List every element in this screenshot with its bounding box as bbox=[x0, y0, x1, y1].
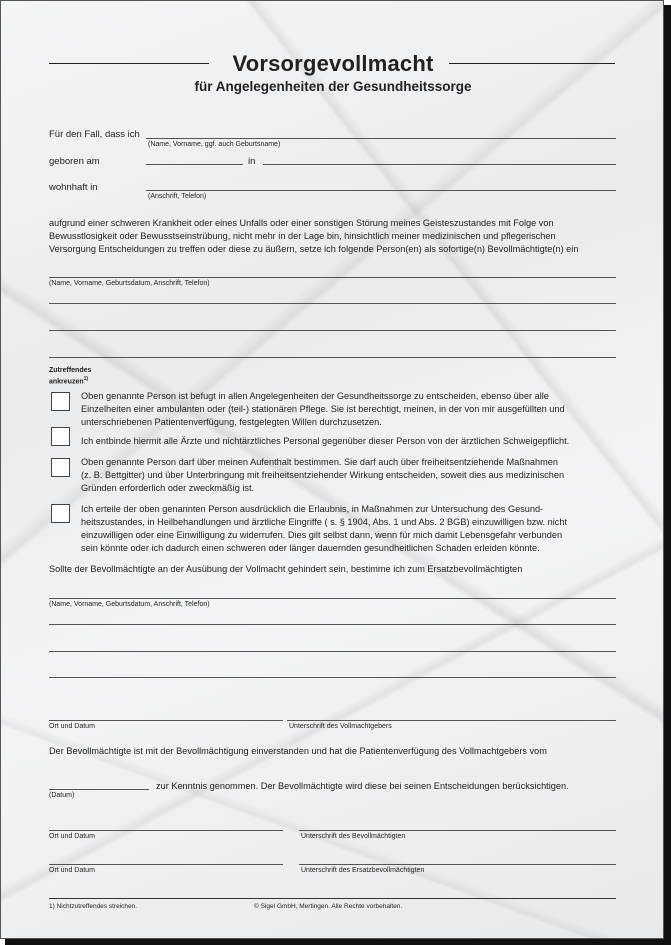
options-heading-line bbox=[49, 375, 91, 386]
substitute-place-date-field[interactable] bbox=[49, 864, 283, 865]
principal-signature-label: Unterschrift des Vollmachtgebers bbox=[289, 723, 392, 730]
option-text-confidentiality bbox=[81, 435, 616, 448]
options-heading bbox=[49, 367, 91, 386]
option-line: Oben genannte Person darf über meinen Aufenthalt bestimmen. Sie darf auch über freiheitsentziehende Maßnahmen bbox=[81, 457, 559, 467]
agent-field-line[interactable] bbox=[49, 357, 616, 358]
intro-line: Versorgung Entscheidungen zu treffen oder diese zu äußern, setze ich folgende Person(en) als sofortige(n) Bevollmächtigte(n) ein bbox=[49, 244, 579, 254]
options-heading-text: ankreuzen bbox=[49, 378, 84, 386]
agent-signature-field[interactable] bbox=[299, 830, 616, 831]
option-text-treatment bbox=[81, 503, 616, 555]
options-heading-line: Zutreffendes bbox=[49, 367, 92, 374]
option-text-authority bbox=[81, 390, 616, 429]
option-line: Einzelheiten einer ambulanten oder (teil-) stationären Pflege. Sie ist berechtigt, meinen, in der von mir ausgefüllten und bbox=[81, 404, 565, 414]
option-checkbox-treatment[interactable] bbox=[51, 504, 70, 523]
consent-date-hint: (Datum) bbox=[49, 792, 75, 799]
name-hint: (Name, Vorname, ggf. auch Geburtsname) bbox=[148, 141, 281, 148]
substitute-place-date-label: Ort und Datum bbox=[49, 867, 95, 874]
consent-date-field[interactable] bbox=[49, 789, 149, 790]
option-text-residence bbox=[81, 456, 616, 495]
option-checkbox-confidentiality[interactable] bbox=[51, 427, 70, 446]
agent-place-date-label: Ort und Datum bbox=[49, 833, 95, 840]
option-line: Ich entbinde hiermit alle Ärzte und nichtärztliches Personal gegenüber dieser Person von der ärztlichen Schweigepflicht. bbox=[81, 436, 570, 446]
address-hint: (Anschrift, Telefon) bbox=[148, 193, 207, 200]
option-checkbox-authority[interactable] bbox=[51, 392, 70, 411]
substitute-field-line[interactable] bbox=[49, 624, 616, 625]
consent-line-2: zur Kenntnis genommen. Der Bevollmächtigte wird diese bei seinen Entscheidungen berücksichtigen. bbox=[156, 781, 569, 791]
option-line: Oben genannte Person ist befugt in allen Angelegenheiten der Gesundheitssorge zu entscheiden, ebenso über alle bbox=[81, 391, 549, 401]
substitute-field-line[interactable] bbox=[49, 598, 616, 599]
substitute-hint: (Name, Vorname, Geburtsdatum, Anschrift, Telefon) bbox=[49, 601, 210, 608]
name-field[interactable] bbox=[146, 138, 616, 139]
agent-field-line[interactable] bbox=[49, 277, 616, 278]
birthplace-label: in bbox=[248, 156, 256, 167]
option-line: heitszustandes, in Heilbehandlungen und ärztliche Eingriffe ( s. § 1904, Abs. 1 und Abs. 2 BGB) einzuwilligen bzw. nicht bbox=[81, 517, 568, 527]
substitute-signature-label: Unterschrift des Ersatzbevollmächtigten bbox=[301, 867, 425, 874]
agent-place-date-field[interactable] bbox=[49, 830, 283, 831]
page-subtitle: für Angelegenheiten der Gesundheitssorge bbox=[194, 79, 472, 94]
birthdate-field[interactable] bbox=[146, 164, 243, 165]
option-line: Gründen erforderlich oder zweckmäßig ist. bbox=[81, 483, 255, 493]
agent-field-line[interactable] bbox=[49, 303, 616, 304]
agent-field-line[interactable] bbox=[49, 330, 616, 331]
substitute-field-line[interactable] bbox=[49, 677, 616, 678]
copyright: © Sigel GmbH, Mertingen. Alle Rechte vorbehalten. bbox=[254, 903, 403, 910]
intro-paragraph bbox=[49, 217, 616, 256]
option-checkbox-residence[interactable] bbox=[51, 458, 70, 477]
principal-place-date-label: Ort und Datum bbox=[49, 723, 95, 730]
address-field[interactable] bbox=[146, 190, 616, 191]
page-shadow-bottom bbox=[5, 939, 671, 945]
substitute-field-line[interactable] bbox=[49, 651, 616, 652]
principal-signature-field[interactable] bbox=[287, 720, 616, 721]
case-label: Für den Fall, dass ich bbox=[49, 129, 140, 140]
option-line: unterschriebenen Patientenverfügung, festgelegten Willen durchzusetzen. bbox=[81, 417, 382, 427]
page-title: Vorsorgevollmacht bbox=[232, 51, 434, 76]
option-line: Ich erteile der oben genannten Person ausdrücklich die Erlaubnis, in Maßnahmen zur Untersuchung des Gesund- bbox=[81, 504, 544, 514]
substitute-signature-field[interactable] bbox=[299, 864, 616, 865]
residence-label: wohnhaft in bbox=[49, 182, 98, 193]
footer-rule bbox=[49, 898, 616, 899]
intro-line: Bewusstlosigkeit oder Bewusstseinstrübung, nicht mehr in der Lage bin, hinsichtlich meiner medizinischen und pflegerischen bbox=[49, 231, 556, 241]
page-shadow-right bbox=[664, 5, 671, 945]
intro-line: aufgrund einer schweren Krankheit oder eines Unfalls oder einer sonstigen Störung meines Geisteszustandes mit Folge von bbox=[49, 218, 554, 228]
option-line: einzuwilligen oder eine Einwilligung zu widerrufen. Dies gilt selbst dann, wenn für mich damit Lebensgefahr verbunden bbox=[81, 530, 563, 540]
footnote-marker: 1) bbox=[83, 376, 89, 382]
substitute-text: Sollte der Bevollmächtigte an der Ausübung der Vollmacht gehindert sein, bestimme ich zum Ersatzbevollmächtigten bbox=[49, 564, 523, 574]
birthplace-field[interactable] bbox=[263, 164, 616, 165]
option-line: (z. B. Bettgitter) und über Unterbringung mit freiheitsentziehender Wirkung entscheiden, soweit dies aus medizinischen bbox=[81, 470, 565, 480]
agent-signature-label: Unterschrift des Bevollmächtigten bbox=[301, 833, 406, 840]
principal-place-date-field[interactable] bbox=[49, 720, 283, 721]
consent-line-1: Der Bevollmächtigte ist mit der Bevollmächtigung einverstanden und hat die Patientenverfügung des Vollmachtgebers vom bbox=[49, 746, 547, 756]
born-label: geboren am bbox=[49, 156, 100, 167]
option-line: sein könnte oder ich dadurch einen schweren oder länger dauernden gesundheitlichen Schaden erleiden könnte. bbox=[81, 543, 540, 553]
footnote: 1) Nichtzutreffendes streichen. bbox=[49, 903, 138, 910]
agent-hint: (Name, Vorname, Geburtsdatum, Anschrift, Telefon) bbox=[49, 280, 210, 287]
